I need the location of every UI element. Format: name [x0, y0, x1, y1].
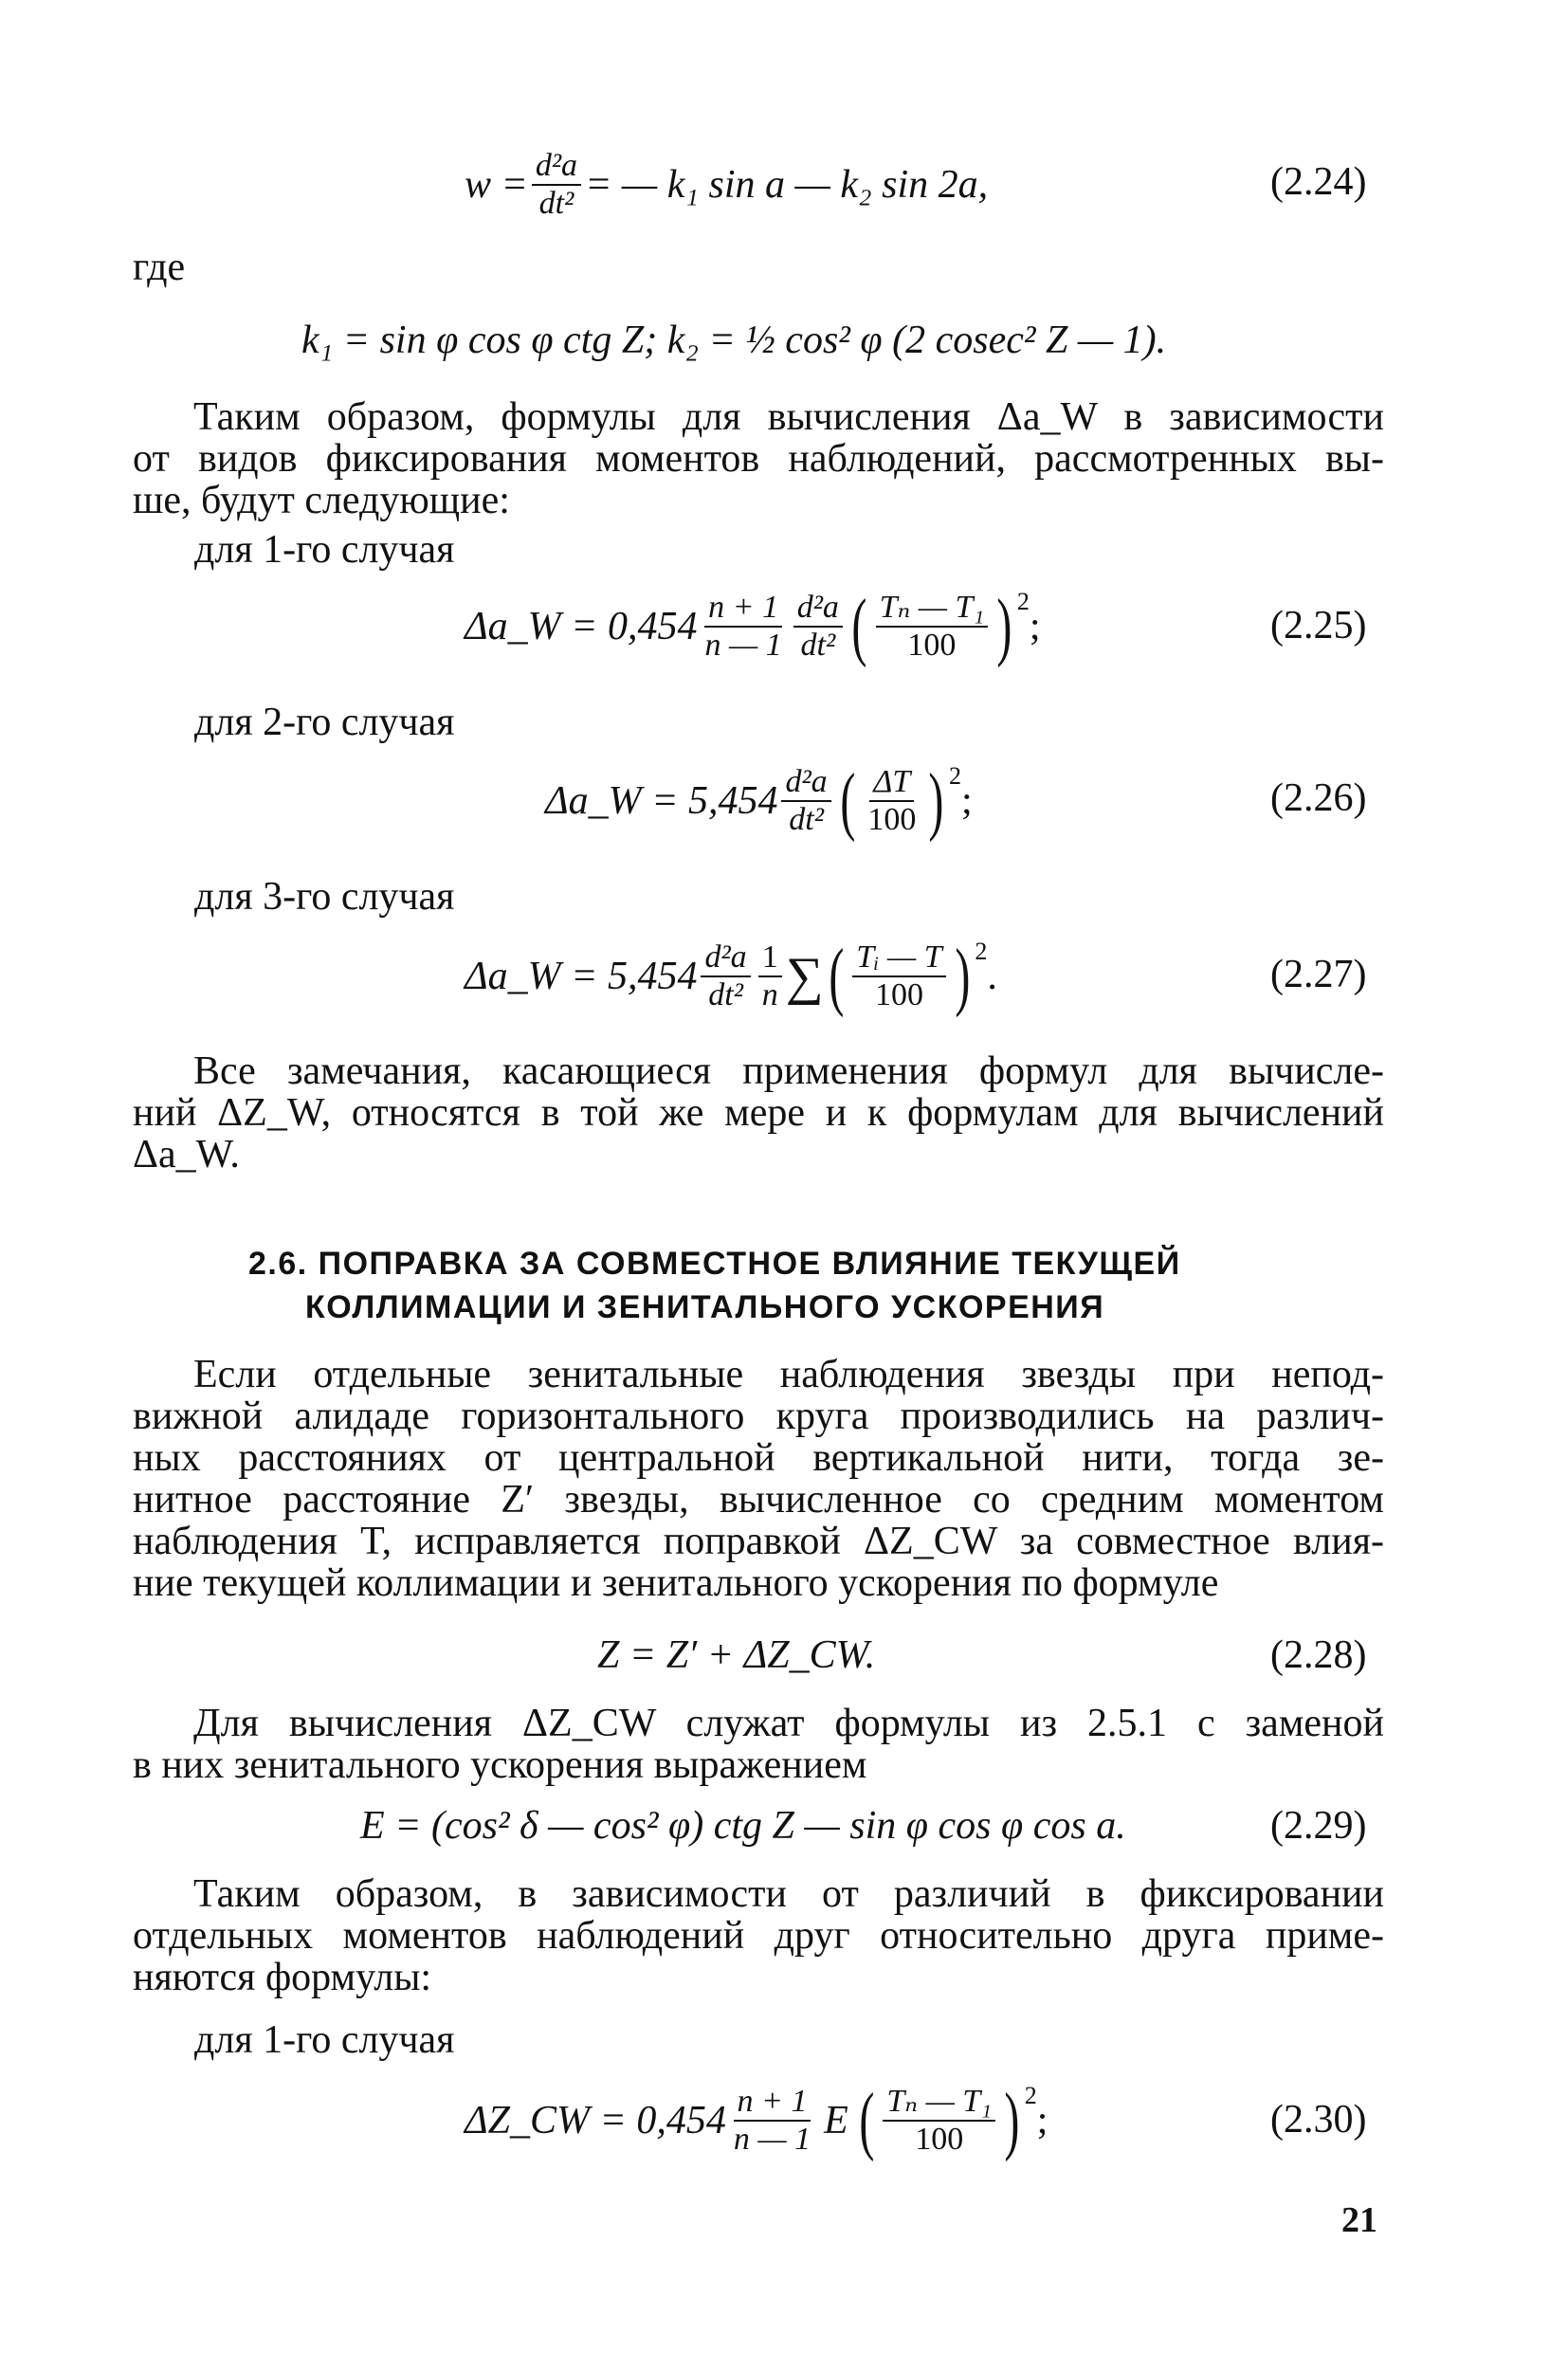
where-label: где	[133, 246, 186, 289]
equation-2-26: Δa_W = 5,454 $\frac{\text{d²a}}{\text{dt²}}$ ( $\frac{\Delta T}{100}$ ) $^2$ ;	[545, 759, 973, 843]
equation-2-25: Δa_W = 0,454 $\frac{n + 1}{n — 1}$ $\frac{\text{d²a}}{\text{dt²}}$ ( $\frac{\text{Tₙ — T₁}}{100}$ ) $^2$ ;	[465, 585, 1041, 668]
equation-2-27: Δa_W = 5,454 $\frac{\text{d²a}}{\text{dt²}}$ $\frac{1}{n}$ ∑ ( $\frac{\text{Tᵢ — T}}{100}$ ) $^2$ .	[465, 935, 997, 1018]
paragraph-5: Таким образом, в зависимости от различий в фиксировании отдельных моментов наблюдений друг относительно друга приме- няются формулы:	[133, 1872, 1384, 1999]
equation-number: (2.30)	[1270, 2098, 1367, 2142]
eq-lhs: w =	[465, 163, 528, 207]
equation-number: (2.28)	[1270, 1633, 1367, 1677]
equation-number: (2.27)	[1270, 953, 1367, 996]
equation-number: (2.24)	[1270, 160, 1367, 204]
equation-2-28: Z = Z′ + ΔZ_CW.	[597, 1633, 876, 1677]
equation-2-30: ΔZ_CW = 0,454 $\frac{n + 1}{n — 1}$ E ( $\frac{\text{Tₙ — T₁}}{100}$ ) $^2$ ;	[465, 2079, 1048, 2162]
case-2-label: для 2-го случая	[194, 701, 455, 744]
paragraph-1: Таким образом, формулы для вычисления Δa_W в зависимости от видов фиксирования моментов наблюдений, рассмотренных вы- ше, будут следующие:	[133, 395, 1384, 522]
section-heading: 2.6. ПОПРАВКА ЗА СОВМЕСТНОЕ ВЛИЯНИЕ ТЕКУЩЕЙ КОЛЛИМАЦИИ И ЗЕНИТАЛЬНОГО УСКОРЕНИЯ	[248, 1246, 1181, 1325]
case-1-label: для 1-го случая	[194, 528, 455, 572]
paragraph-2: Все замечания, касающиеся применения формул для вычисле- ний ΔZ_W, относятся в той же мере и к формулам для вычислений Δa_W.	[133, 1049, 1384, 1176]
equation-number: (2.26)	[1270, 776, 1367, 820]
case-1b-label: для 1-го случая	[194, 2018, 455, 2062]
paragraph-4: Для вычисления ΔZ_CW служат формулы из 2.5.1 с заменой в них зенитального ускорения выражением	[133, 1702, 1384, 1787]
case-3-label: для 3-го случая	[194, 875, 455, 919]
equation-number: (2.29)	[1270, 1804, 1367, 1848]
paragraph-3: Если отдельные зенитальные наблюдения звезды при непод- вижной алидаде горизонтального круга производились на различ- ных расстояниях от центральной вертикальной нити, тогда зе- нитное расстояние Z′ звезды, вычисленное со средним моментом наблюдения T, исправляется поправкой ΔZ_CW за совместное влия- ние текущей коллимации и зенитального ускорения по формуле	[133, 1353, 1384, 1605]
equation-2-29: E = (cos² δ — cos² φ) ctg Z — sin φ cos φ cos a.	[360, 1804, 1126, 1848]
equation-number: (2.25)	[1270, 604, 1367, 647]
fraction: $\frac{\text{d²a}}{\text{dt²}}$	[532, 148, 581, 222]
coefficient-definitions: k₁ = sin φ cos φ ctg Z; k₂ = ½ cos² φ (2 cosec² Z — 1).	[301, 319, 1167, 362]
page-number: 21	[1341, 2200, 1377, 2240]
eq-rhs: = — k₁ sin a — k₂ sin 2a,	[585, 163, 989, 207]
equation-2-24	[465, 133, 988, 237]
